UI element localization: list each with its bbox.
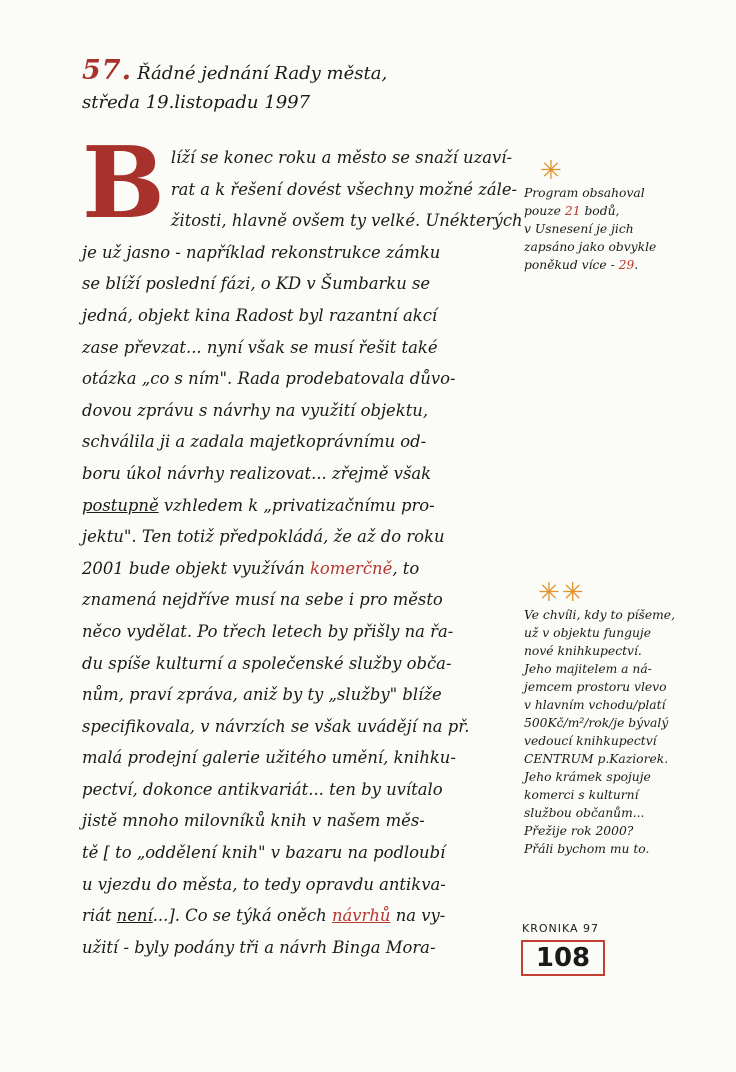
text-line [524,256,729,274]
heading-line-2: středa 19.listopadu 1997 [82,92,311,113]
text-fragment: vedoucí knihkupectví [524,734,657,748]
text-fragment: Přežije rok 2000? [524,824,634,838]
text-line [524,238,729,256]
entry-number: 57. [82,55,132,86]
text-line [82,395,512,427]
text-fragment: už v objektu funguje [524,626,652,640]
chronicle-label: KRONIKA 97 [522,922,600,935]
text-fragment: pouze [524,204,565,218]
text-line [82,300,512,332]
text-fragment: vzhledem k „privatizačnímu pro- [158,495,435,515]
text-fragment: specifikovala, v návrzích se však uvádějí na př. [82,716,470,736]
text-fragment: zapsáno jako obvykle [524,240,657,254]
text-fragment: ...]. Co se týká oněch [152,906,332,926]
text-fragment: postupně [82,495,159,515]
text-fragment: návrhů [331,906,391,926]
text-fragment: bodů, [580,204,620,218]
text-fragment: 29 [618,258,635,272]
text-fragment: Ve chvíli, kdy to píšeme, [524,608,675,622]
text-fragment: znamená nejdříve musí na sebe i pro město [82,590,443,610]
text-line [82,426,512,458]
text-line [82,584,512,616]
text-line [82,458,512,490]
text-line [82,837,512,869]
text-line [82,363,512,395]
text-line [82,648,512,680]
text-fragment: líží se konec roku a město se snaží uzaví- [170,148,513,167]
text-fragment: něco vydělat. Po třech letech by přišly na řa- [82,621,454,641]
text-fragment: není [116,906,153,926]
text-line [524,696,729,714]
text-line [82,553,512,585]
text-fragment: komerci s kulturní [524,788,639,802]
text-fragment: jektu". Ten totiž předpokládá, že až do roku [82,527,445,547]
text-line [524,660,729,678]
text-fragment: jemcem prostoru vlevo [524,680,667,694]
text-fragment: v hlavním vchodu/platí [524,698,666,712]
text-fragment: službou občanům... [524,806,645,820]
text-line [524,804,729,822]
text-line [82,679,512,711]
text-fragment: u vjezdu do města, to tedy opravdu antikva- [82,874,446,894]
text-line [82,521,512,553]
double-asterisk-icon: ✳✳ [538,578,586,608]
heading-line-1: Řádné jednání Rady města, [137,63,388,84]
text-fragment: nům, praví zpráva, aniž by ty „služby" blíže [82,685,442,705]
text-fragment: riát [82,906,117,926]
text-fragment: Jeho majitelem a ná- [524,662,652,676]
text-fragment: CENTRUM p.Kaziorek. [524,752,669,766]
text-fragment: nové knihkupectví. [524,644,642,658]
text-fragment: je už jasno - například rekonstrukce zámku [82,242,441,262]
drop-cap: B [82,126,165,241]
text-fragment: jistě mnoho milovníků knih v našem měs- [82,811,425,831]
text-fragment: du spíše kulturní a společenské služby obča- [82,653,452,673]
text-fragment: komerčně [310,558,393,578]
text-line [82,805,512,837]
text-fragment: 500Kč/m²/rok/je bývalý [524,716,669,730]
text-fragment: Přáli bychom mu to. [524,842,650,856]
text-fragment: schválila ji a zadala majetkoprávnímu od- [82,432,427,452]
text-fragment: užití - byly podány tři a návrh Binga Mora- [82,937,436,957]
text-fragment: rat a k řešení dovést všechny možné zále- [170,179,518,199]
text-fragment: dovou zprávu s návrhy na využití objektu, [82,400,429,420]
text-line [524,220,729,238]
margin-note-2 [524,606,729,858]
entry-heading [82,55,502,113]
text-line [82,490,512,522]
text-fragment: tě [ to „oddělení knih" v bazaru na podloubí [82,843,446,863]
margin-note-1 [524,184,729,274]
text-line [524,606,729,624]
text-line [524,768,729,786]
text-fragment: zase převzat... nyní však se musí řešit také [82,337,438,357]
text-fragment: se blíží poslední fázi, o KD v Šumbarku se [82,274,431,294]
text-line [82,869,512,901]
text-line [524,840,729,858]
text-line [524,624,729,642]
text-fragment: , to [392,558,420,578]
text-fragment: 21 [564,204,581,218]
text-line [82,900,512,932]
text-line [524,184,729,202]
text-fragment: 2001 bude objekt využíván [82,558,310,578]
text-line [82,742,512,774]
text-line [524,786,729,804]
text-line [82,332,512,364]
text-line [82,711,512,743]
page-number-box: 108 [521,940,605,976]
asterisk-icon: ✳ [540,156,562,186]
text-line [82,237,512,269]
main-text [82,126,523,963]
text-line [524,678,729,696]
text-line [524,822,729,840]
text-line [524,714,729,732]
text-fragment: malá prodejní galerie užitého umění, knihku- [82,748,456,768]
text-line [82,932,512,964]
text-fragment: žitosti, hlavně ovšem ty velké. Unékterých [170,211,523,231]
text-fragment: poněkud více - [524,258,619,272]
text-line [524,750,729,768]
text-line [82,268,512,300]
text-line [82,774,512,806]
text-line [524,202,729,220]
text-fragment: Jeho krámek spojuje [524,770,651,784]
text-fragment: v Usnesení je jich [524,222,634,236]
text-fragment: pectví, dokonce antikvariát... ten by uvítalo [82,779,443,799]
text-fragment: na vy- [390,906,446,926]
text-line [524,642,729,660]
text-fragment: Program obsahoval [524,186,645,200]
text-fragment: jedná, objekt kina Radost byl razantní akcí [82,305,438,325]
text-fragment: . [634,258,639,272]
text-line [82,616,512,648]
text-line [524,732,729,750]
text-fragment: boru úkol návrhy realizovat... zřejmě však [82,463,432,483]
text-fragment: otázka „co s ním". Rada prodebatovala důvo- [82,369,456,389]
main-text-lines [82,126,523,963]
